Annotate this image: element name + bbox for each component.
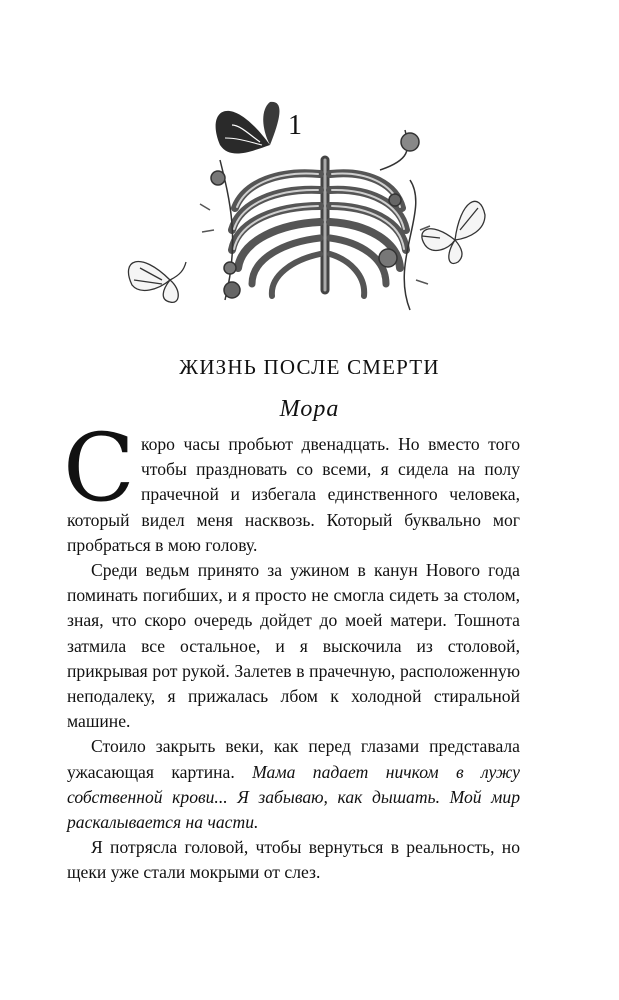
paragraph-1-text: коро часы пробьют двенадцать. Но вместо того чтобы праздновать со всеми, я сидела на полу прачечной и избегала единственного человека, который видел меня насквозь. Который буквально мог пробраться в мою голову. [67, 434, 520, 555]
paragraph-3 [67, 734, 520, 835]
butterfly-right-icon [422, 201, 485, 263]
paragraph-4: Я потрясла головой, чтобы вернуться в реальность, но щеки уже стали мокрыми от слез. [67, 837, 520, 883]
butterfly-left-icon [128, 261, 186, 302]
ribcage-icon [232, 160, 406, 296]
paragraph-3-text: Стоило закрыть веки, как перед глазами представала ужасающая картина. [67, 736, 520, 782]
chapter-narrator: Мора [279, 396, 340, 422]
paragraph-2: Среди ведьм принято за ужином в канун Нового года поминать погибших, и я просто не смогла сидеть за столом, зная, что скоро очередь дойдет до моей матери. Тошнота затмила все остальное, и я выскочила из столовой, прикрывая рот рукой. Залетев в прачечную, расположенную неподалеку, я прижалась лбом к холодной стиральной машине. [67, 560, 520, 732]
paragraph-3-italic: Мама падает ничком в лужу собственной крови... Я забываю, как дышать. Мой мир раскалывается на части. [67, 761, 520, 833]
paragraph-1 [63, 414, 520, 558]
butterfly-top-icon [216, 102, 280, 154]
chapter-body [63, 414, 520, 886]
chapter-number: 1 [288, 110, 302, 141]
ribcage-butterflies-illustration [110, 90, 510, 330]
drop-cap: С [63, 414, 135, 523]
chapter-title: ЖИЗНЬ ПОСЛЕ СМЕРТИ [179, 355, 440, 379]
